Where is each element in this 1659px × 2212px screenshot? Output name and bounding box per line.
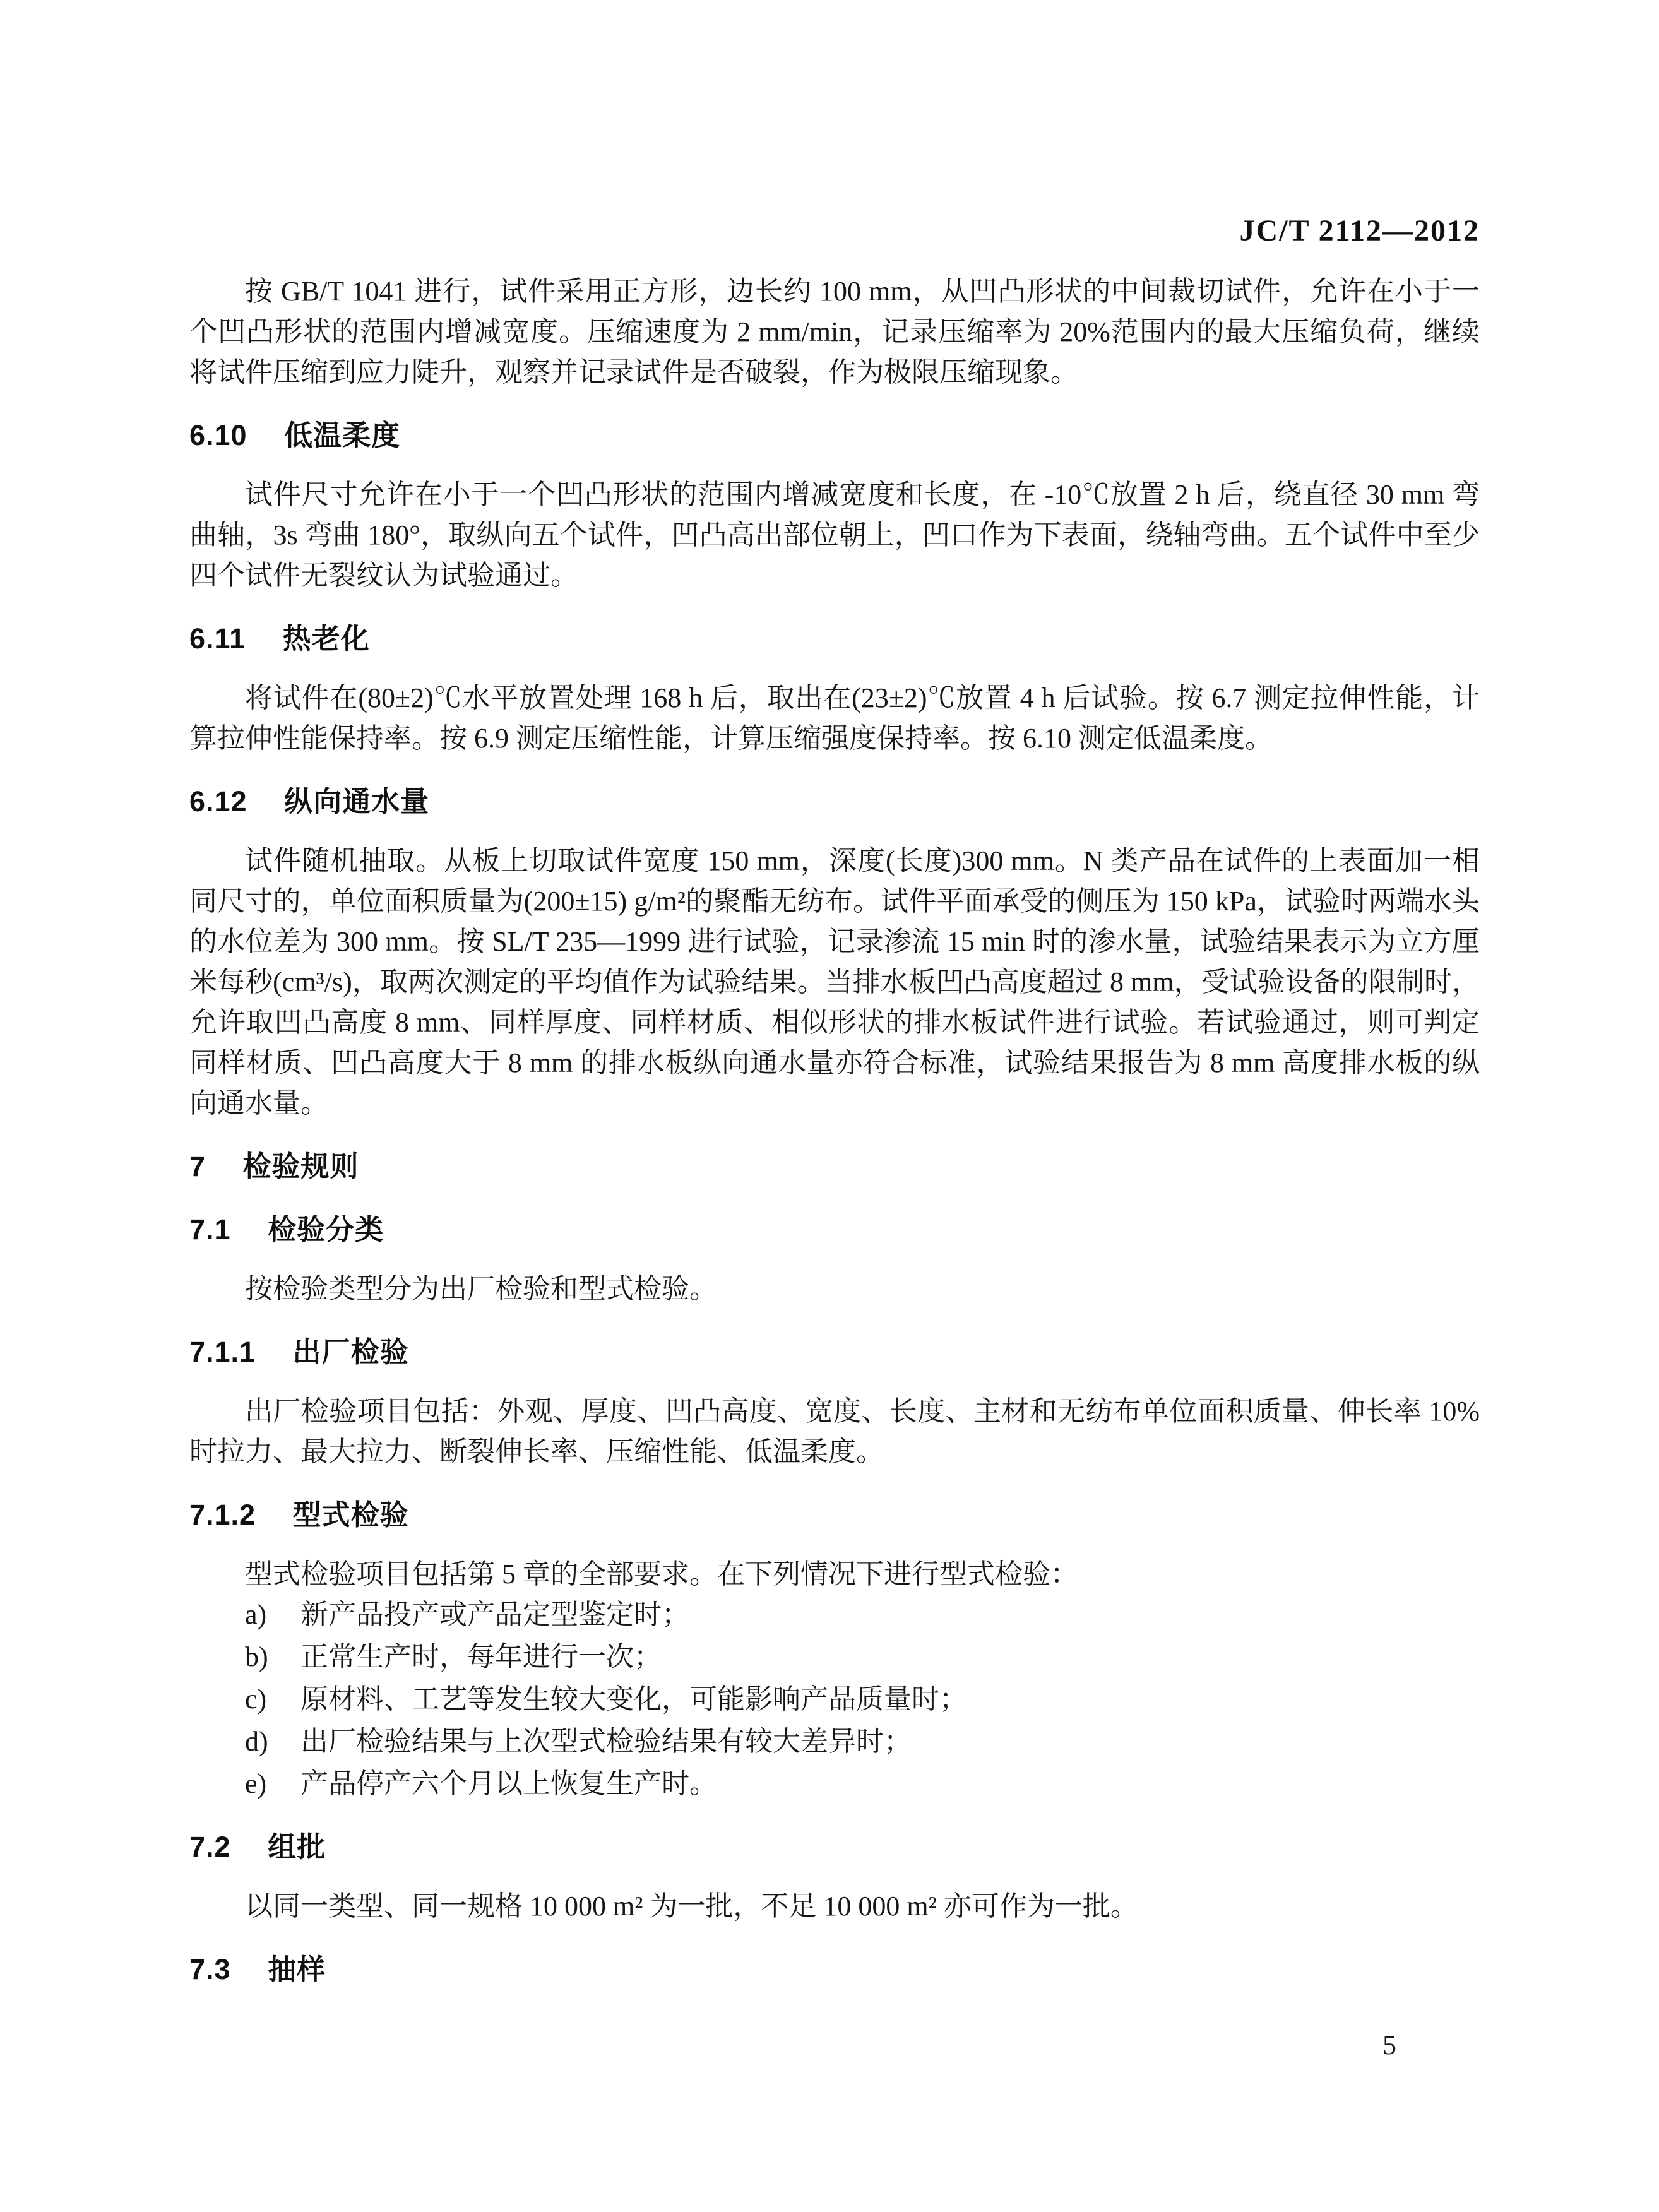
- section-title: 检验分类: [268, 1213, 384, 1246]
- paragraph-low-temp-flexibility: 试件尺寸允许在小于一个凹凸形状的范围内增减宽度和长度，在 -10℃放置 2 h 后，绕直径 30 mm 弯曲轴，3s 弯曲 180°，取纵向五个试件，凹凸高出部位朝上，凹口作为下表面，绕轴弯曲。五个试件中至少四个试件无裂纹认为试验通过。: [189, 479, 1480, 591]
- section-number: 7.1.2: [189, 1499, 256, 1531]
- paragraph-longitudinal-water-flow: 试件随机抽取。从板上切取试件宽度 150 mm，深度(长度)300 mm。N 类产品在试件的上表面加一相同尺寸的，单位面积质量为(200±15) g/m²的聚酯无纺布。试件平面承受的侧压为 150 kPa，试验时两端水头的水位差为 300 mm。按 SL/T 235—1999 进行试验，记录渗流 15 min 时的渗水量，试验结果表示为立方厘米每秒(cm³/s)，取两次测定的平均值作为试验结果。当排水板凹凸高度超过 8 mm，受试验设备的限制时，允许取凹凸高度 8 mm、同样厚度、同样材质、相似形状的排水板试件进行试验。若试验通过，则可判定同样材质、凹凸高度大于 8 mm 的排水板纵向通水量亦符合标准，试验结果报告为 8 mm 高度排水板的纵向通水量。: [189, 845, 1480, 1119]
- list-item: [189, 1721, 1480, 1762]
- section-number: 6.10: [189, 419, 247, 451]
- section-heading-7-1-1: [189, 1332, 1480, 1372]
- list-item-text: 新产品投产或产品定型鉴定时；: [300, 1599, 689, 1630]
- list-item-text: 原材料、工艺等发生较大变化，可能影响产品质量时；: [300, 1684, 967, 1715]
- section-heading-6-11: [189, 619, 1480, 659]
- type-inspection-condition-list: [189, 1595, 1480, 1804]
- paragraph-inspection-classification: 按检验类型分为出厂检验和型式检验。: [245, 1273, 717, 1304]
- section-heading-6-10: [189, 415, 1480, 456]
- section-heading-7-2: [189, 1827, 1480, 1867]
- list-item-label: b): [245, 1641, 268, 1672]
- page-footer: [1382, 2029, 1396, 2061]
- section-title: 出厂检验: [292, 1336, 409, 1368]
- list-item-text: 正常生产时，每年进行一次；: [300, 1641, 662, 1672]
- section-title: 低温柔度: [284, 419, 401, 451]
- list-item: [189, 1595, 1480, 1635]
- page-number: 5: [1382, 2030, 1396, 2060]
- section-title: 纵向通水量: [284, 785, 430, 818]
- section-number: 6.12: [189, 785, 247, 818]
- section-heading-6-12: [189, 782, 1480, 822]
- list-item-label: d): [245, 1726, 268, 1757]
- paragraph-type-inspection-intro: 型式检验项目包括第 5 章的全部要求。在下列情况下进行型式检验：: [245, 1559, 1078, 1590]
- section-title: 组批: [268, 1831, 326, 1863]
- list-item-text: 产品停产六个月以上恢复生产时。: [300, 1768, 717, 1799]
- section-number: 7.1: [189, 1213, 231, 1246]
- paragraph-heat-aging: 将试件在(80±2)℃水平放置处理 168 h 后，取出在(23±2)℃放置 4 h 后试验。按 6.7 测定拉伸性能，计算拉伸性能保持率。按 6.9 测定压缩性能，计算压缩强度保持率。按 6.10 测定低温柔度。: [189, 682, 1480, 754]
- list-item-label: c): [245, 1684, 267, 1715]
- section-title: 型式检验: [292, 1499, 409, 1531]
- section-title: 热老化: [282, 622, 370, 655]
- doc-number: JC/T 2112—2012: [1239, 214, 1480, 247]
- paragraph-batching: 以同一类型、同一规格 10 000 m² 为一批，不足 10 000 m² 亦可作为一批。: [245, 1891, 1138, 1922]
- chapter-title: 检验规则: [242, 1150, 359, 1182]
- list-item-text: 出厂检验结果与上次型式检验结果有较大差异时；: [300, 1726, 912, 1757]
- section-number: 7.1.1: [189, 1336, 256, 1368]
- page-body: [189, 271, 1480, 2009]
- section-heading-7-1-2: [189, 1495, 1480, 1535]
- list-item-label: e): [245, 1768, 267, 1799]
- paragraph-factory-inspection: 出厂检验项目包括：外观、厚度、凹凸高度、宽度、长度、主材和无纺布单位面积质量、伸长率 10%时拉力、最大拉力、断裂伸长率、压缩性能、低温柔度。: [189, 1396, 1480, 1467]
- section-number: 7.3: [189, 1953, 231, 1985]
- list-item: [189, 1679, 1480, 1720]
- section-title: 抽样: [268, 1953, 326, 1985]
- section-heading-7-3: [189, 1949, 1480, 1990]
- section-number: 7.2: [189, 1831, 231, 1863]
- list-item-label: a): [245, 1599, 267, 1630]
- list-item: [189, 1764, 1480, 1804]
- section-heading-7-1: [189, 1210, 1480, 1250]
- list-item: [189, 1637, 1480, 1677]
- chapter-heading-7: [189, 1146, 1480, 1187]
- paragraph-compression-test-continued: 按 GB/T 1041 进行，试件采用正方形，边长约 100 mm，从凹凸形状的中间裁切试件，允许在小于一个凹凸形状的范围内增减宽度。压缩速度为 2 mm/min，记录压缩率为 20%范围内的最大压缩负荷，继续将试件压缩到应力陡升，观察并记录试件是否破裂，作为极限压缩现象。: [189, 276, 1480, 388]
- page-header: [1240, 213, 1480, 248]
- section-number: 6.11: [189, 622, 246, 655]
- chapter-number: 7: [189, 1150, 206, 1182]
